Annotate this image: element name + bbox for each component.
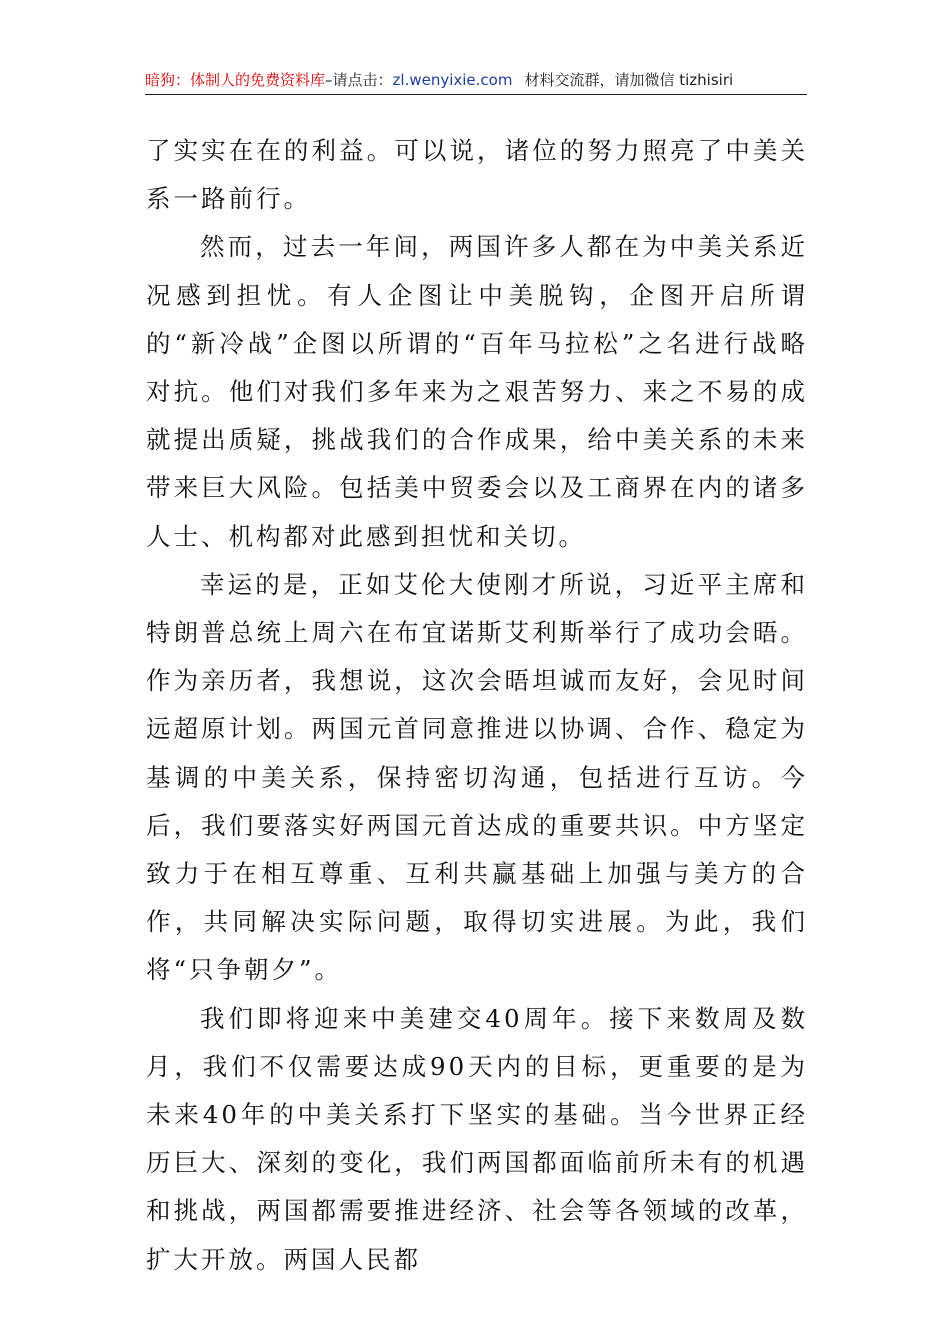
document-body [146,127,808,1284]
paragraph-3: 幸运的是，正如艾伦大使刚才所说，习近平主席和特朗普总统上周六在布宜诺斯艾利斯举行了成功会晤。作为亲历者，我想说，这次会晤坦诚而友好，会见时间远超原计划。两国元首同意推进以协调、合作、稳定为基调的中美关系，保持密切沟通，包括进行互访。今后，我们要落实好两国元首达成的重要共识。中方坚定致力于在相互尊重、互利共赢基础上加强与美方的合作，共同解决实际问题，取得切实进展。为此，我们将“只争朝夕”。 [146,569,808,985]
header-url-link[interactable]: zl.wenyixie.com [392,71,513,89]
paragraph-4: 我们即将迎来中美建交40周年。接下来数周及数月，我们不仅需要达成90天内的目标，更重要的是为未来40年的中美关系打下坚实的基础。当今世界正经历巨大、深刻的变化，我们两国都面临前所未有的机遇和挑战，两国都需要推进经济、社会等各领域的改革，扩大开放。两国人民都 [146,1003,808,1274]
header-click-prompt: –请点击： [325,71,393,89]
page-header [145,68,807,95]
paragraph-2: 然而，过去一年间，两国许多人都在为中美关系近况感到担忧。有人企图让中美脱钩，企图开启所谓的“新冷战”企图以所谓的“百年马拉松”之名进行战略对抗。他们对我们多年来为之艰苦努力、来之不易的成就提出质疑，挑战我们的合作成果，给中美关系的未来带来巨大风险。包括美中贸委会以及工商界在内的诸多人士、机构都对此感到担忧和关切。 [146,232,808,551]
paragraph-1: 了实实在在的利益。可以说，诸位的努力照亮了中美关系一路前行。 [146,136,808,214]
header-site-name: 暗狗：体制人的免费资料库 [145,71,326,89]
header-group-note: 材料交流群，请加微信 tizhisiri [524,71,734,89]
